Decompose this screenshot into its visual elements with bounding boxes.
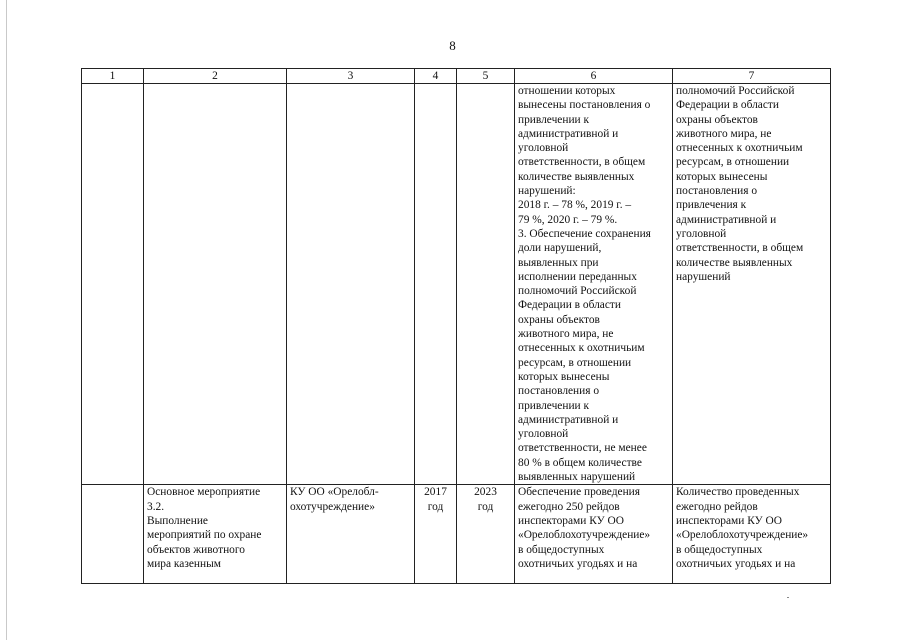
cell-text-line: отношении которых bbox=[518, 85, 616, 97]
header-cell: 6 bbox=[515, 69, 673, 84]
cell-text-line: количестве выявленных bbox=[518, 170, 635, 183]
cell-text-line: постановления о bbox=[676, 185, 758, 198]
table-cell-activity bbox=[144, 485, 287, 584]
header-cell: 5 bbox=[457, 69, 515, 84]
table-cell-start-year bbox=[415, 485, 457, 584]
cell-text-line: Федерации в области bbox=[518, 299, 621, 312]
table-cell bbox=[287, 84, 415, 485]
cell-text-line: выявленных при bbox=[518, 256, 599, 269]
table-cell bbox=[415, 84, 457, 485]
header-cell: 2 bbox=[144, 69, 287, 84]
cell-text-line: административной и bbox=[676, 213, 777, 226]
cell-text-line: ресурсам, в отношении bbox=[676, 156, 790, 169]
cell-text-line: 3.2. bbox=[147, 500, 165, 513]
cell-text-line: в общедоступных bbox=[518, 543, 605, 556]
cell-text-line: привлечении к bbox=[518, 399, 590, 412]
cell-text-line: ответственности, в общем bbox=[676, 242, 804, 255]
cell-text-line: административной и bbox=[518, 127, 619, 140]
cell-text-line: исполнении переданных bbox=[518, 270, 637, 283]
cell-text-line: Основное мероприятие bbox=[147, 486, 261, 499]
table-cell-indicators bbox=[673, 84, 831, 485]
table-cell bbox=[82, 84, 144, 485]
cell-text-line: которых вынесены bbox=[518, 370, 610, 383]
cell-text-line: нарушений: bbox=[518, 185, 576, 198]
table-cell-results bbox=[515, 485, 673, 584]
table-cell-indicators bbox=[673, 485, 831, 584]
cell-text-line: охотничьих угодьях и на bbox=[676, 557, 796, 570]
cell-text-line: Федерации в области bbox=[676, 99, 779, 112]
cell-text-line: постановления о bbox=[518, 385, 600, 398]
cell-text-line: охотничьих угодьях и на bbox=[518, 557, 638, 570]
cell-text-line: отнесенных к охотничьим bbox=[676, 142, 803, 155]
cell-text-line: которых вынесены bbox=[676, 170, 768, 183]
cell-text-line: мира казенным bbox=[147, 557, 221, 570]
cell-text-line: ответственности, в общем bbox=[518, 156, 646, 169]
page-number: 8 bbox=[449, 38, 456, 53]
table-cell-results bbox=[515, 84, 673, 485]
cell-text-line: год bbox=[427, 500, 444, 513]
cell-text-line: 3. Обеспечение сохранения bbox=[518, 227, 651, 240]
cell-text-line: Обеспечение проведения bbox=[518, 486, 640, 499]
scan-speck bbox=[787, 597, 789, 598]
cell-text-line: уголовной bbox=[518, 142, 569, 155]
cell-text-line: 80 % в общем количестве bbox=[518, 456, 642, 469]
cell-text-line: 2017 bbox=[424, 486, 447, 499]
cell-text-line: Количество проведенных bbox=[676, 486, 800, 499]
table-cell bbox=[457, 84, 515, 485]
cell-text-line: привлечения к bbox=[676, 199, 747, 212]
cell-text-line: 79 %, 2020 г. – 79 %. bbox=[518, 213, 618, 226]
cell-text-line: год bbox=[477, 500, 494, 513]
header-cell: 1 bbox=[82, 69, 144, 84]
cell-text-line: инспекторами КУ ОО bbox=[518, 514, 624, 527]
header-cell: 7 bbox=[673, 69, 831, 84]
cell-text-line: охраны объектов bbox=[676, 113, 758, 126]
cell-text-line: «Орелоблохотучреждение» bbox=[518, 529, 651, 542]
cell-text-line: полномочий Российской bbox=[676, 85, 795, 97]
header-cell: 3 bbox=[287, 69, 415, 84]
cell-text-line: количестве выявленных bbox=[676, 256, 793, 269]
program-table bbox=[81, 68, 831, 584]
cell-text-line: привлечении к bbox=[518, 113, 590, 126]
cell-text-line: ответственности, не менее bbox=[518, 442, 647, 455]
cell-text-line: охраны объектов bbox=[518, 313, 600, 326]
cell-text-line: выявленных нарушений bbox=[518, 471, 636, 484]
table-cell-executor bbox=[287, 485, 415, 584]
cell-text-line: полномочий Российской bbox=[518, 285, 637, 298]
cell-text-line: инспекторами КУ ОО bbox=[676, 514, 782, 527]
table-row bbox=[82, 84, 831, 485]
cell-text-line: уголовной bbox=[676, 227, 727, 240]
cell-text-line: ресурсам, в отношении bbox=[518, 356, 632, 369]
cell-text-line: «Орелоблохотучреждение» bbox=[676, 529, 809, 542]
table-row bbox=[82, 485, 831, 584]
header-row bbox=[82, 69, 831, 84]
cell-text-line: в общедоступных bbox=[676, 543, 763, 556]
cell-text-line: мероприятий по охране bbox=[147, 529, 262, 542]
table-cell bbox=[82, 485, 144, 584]
cell-text-line: уголовной bbox=[518, 428, 569, 441]
table-cell-end-year bbox=[457, 485, 515, 584]
cell-text-line: ежегодно рейдов bbox=[676, 500, 758, 513]
cell-text-line: животного мира, не bbox=[676, 127, 772, 140]
page-edge-line bbox=[6, 0, 7, 640]
cell-text-line: животного мира, не bbox=[518, 328, 614, 341]
header-cell: 4 bbox=[415, 69, 457, 84]
cell-text-line: доли нарушений, bbox=[518, 242, 602, 255]
cell-text-line: вынесены постановления о bbox=[518, 99, 651, 112]
table-cell bbox=[144, 84, 287, 485]
cell-text-line: охотучреждение» bbox=[290, 500, 375, 513]
cell-text-line: объектов животного bbox=[147, 543, 245, 556]
cell-text-line: КУ ОО «Орелобл- bbox=[290, 486, 379, 499]
cell-text-line: 2023 bbox=[474, 486, 497, 499]
cell-text-line: административной и bbox=[518, 413, 619, 426]
cell-text-line: нарушений bbox=[676, 270, 731, 283]
cell-text-line: отнесенных к охотничьим bbox=[518, 342, 645, 355]
cell-text-line: ежегодно 250 рейдов bbox=[518, 500, 620, 513]
cell-text-line: Выполнение bbox=[147, 514, 208, 527]
cell-text-line: 2018 г. – 78 %, 2019 г. – bbox=[518, 199, 632, 212]
